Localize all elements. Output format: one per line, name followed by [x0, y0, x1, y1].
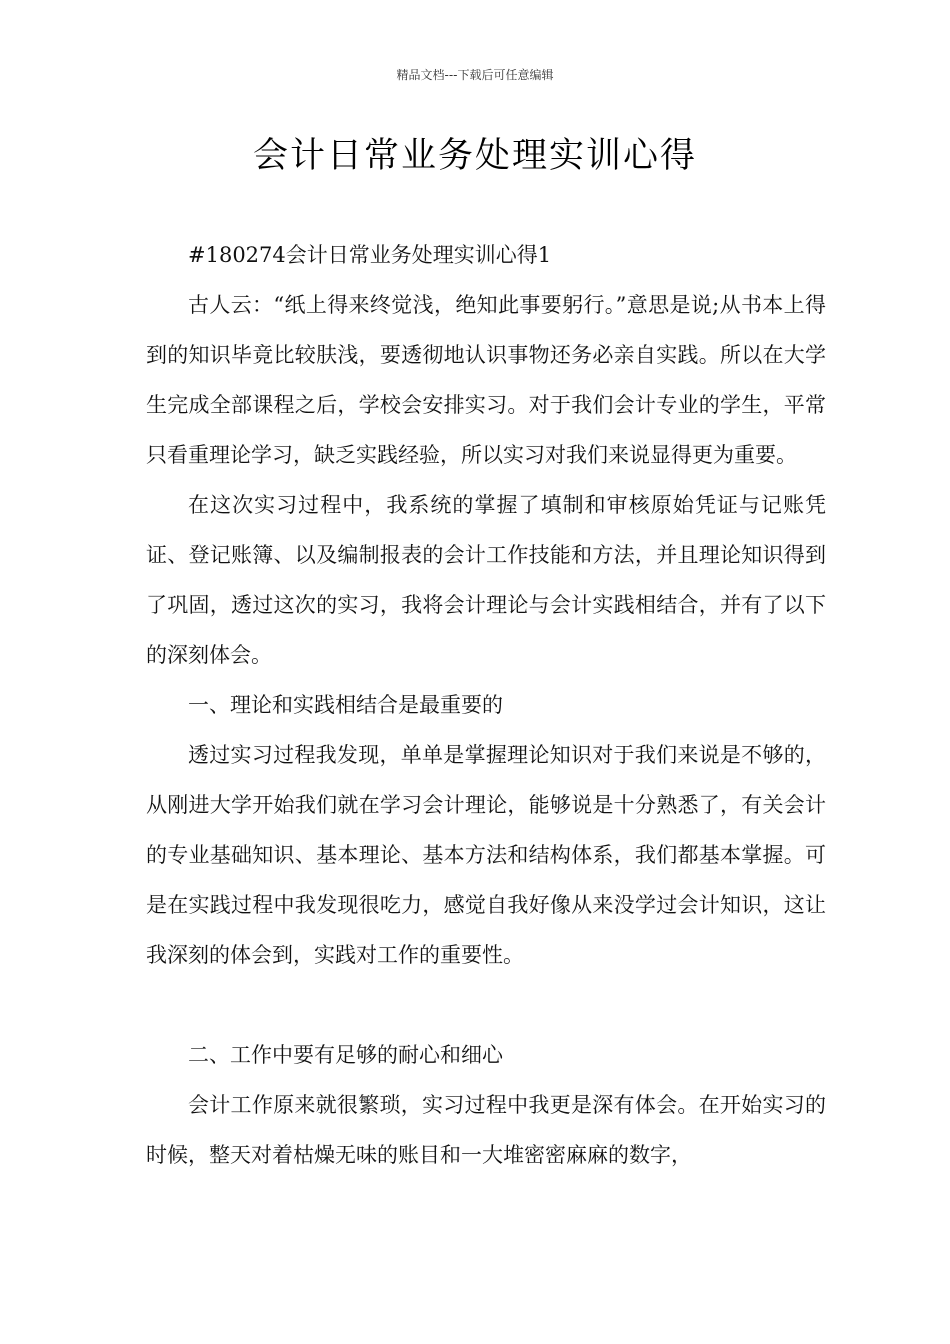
document-body [146, 230, 826, 1180]
body-paragraph: 透过实习过程我发现，单单是掌握理论知识对于我们来说是不够的，从刚进大学开始我们就在学习会计理论，能够说是十分熟悉了，有关会计的专业基础知识、基本理论、基本方法和结构体系，我们都基本掌握。可是在实践过程中我发现很吃力，感觉自我好像从来没学过会计知识，这让我深刻的体会到，实践对工作的重要性。 [146, 743, 826, 967]
document-title: 会计日常业务处理实训心得 [252, 136, 697, 176]
body-paragraph: 会计工作原来就很繁琐，实习过程中我更是深有体会。在开始实习的时候，整天对着枯燥无味的账目和一大堆密密麻麻的数字， [146, 1093, 826, 1167]
body-paragraph: 在这次实习过程中，我系统的掌握了填制和审核原始凭证与记账凭证、登记账簿、以及编制报表的会计工作技能和方法，并且理论知识得到了巩固，透过这次的实习，我将会计理论与会计实践相结合，并有了以下的深刻体会。 [146, 493, 826, 667]
subtitle-paragraph: #180274会计日常业务处理实训心得1 [188, 243, 552, 267]
section-heading: 二、工作中要有足够的耐心和细心 [188, 1043, 503, 1067]
page-header: 精品文档---下载后可任意编辑 [396, 68, 554, 82]
body-paragraph: 古人云：“纸上得来终觉浅，绝知此事要躬行。”意思是说;从书本上得到的知识毕竟比较肤浅，要透彻地认识事物还务必亲自实践。所以在大学生完成全部课程之后，学校会安排实习。对于我们会计专业的学生，平常只看重理论学习，缺乏实践经验，所以实习对我们来说显得更为重要。 [146, 293, 826, 467]
section-heading: 一、理论和实践相结合是最重要的 [188, 693, 503, 717]
